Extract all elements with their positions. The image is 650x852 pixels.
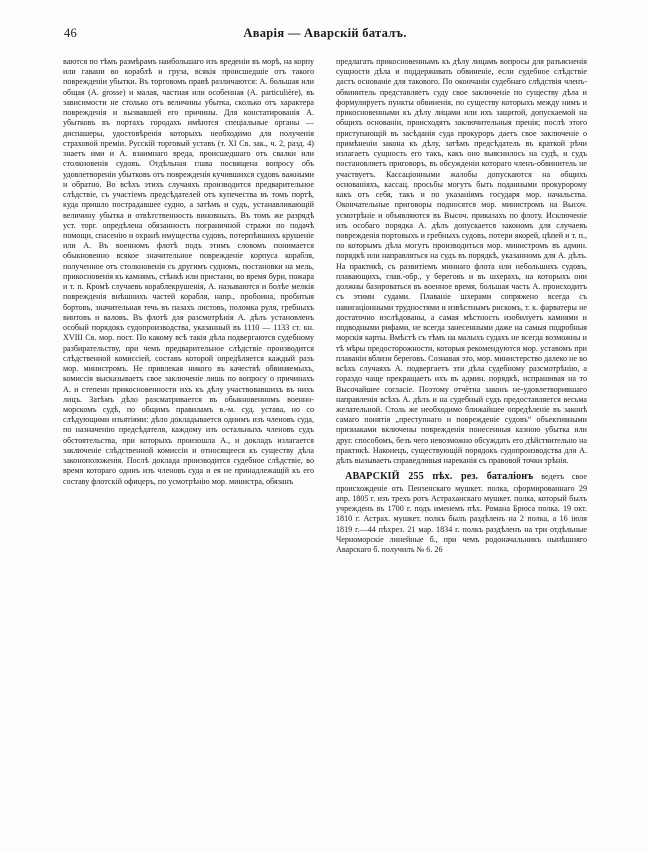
headword-avarskiy: АВАРСКІЙ 255 пѣх. рез. баталіонъ <box>345 470 534 482</box>
entry-body-avarskiy: ведетъ свое происхожденіе отъ Пензенскаго мушкет. полка, сформированнаго 29 апр. 1805 г. изъ трехъ ротъ Астраханскаго мушкет. полка, который былъ учрежденъ въ 1700 г. подъ именемъ пѣх. Романа Брюса полка. 19 окт. 1810 г. Астрах. мушкет. полкъ былъ раздѣленъ на 2 полка, а 16 іюля 1819 г.—44 пѣхрез. 21 мар. 1834 г. полкъ раздѣленъ на три отдѣльные Черноморскіе линейные б., при чемъ родоначальникъ нынѣшняго Аварскаго б. получилъ № 6. 26 <box>336 471 587 555</box>
text-columns <box>63 57 587 817</box>
paragraph-avaria-continued: ваются по тѣмъ размѣрамъ наибольшаго изъ вреденіи въ морѣ, на корпу или гавани во кораблѣ и груза, всякія происшедшіе отъ такого поврежденіи убытки. Въ торговомъ правѣ различаются: А. большая или общая (A. grosse) и малая, частная или особенная (А. particulière), въ зависимости не столько отъ величины убытка, сколько отъ характера поврежденія и вызвавшей его причины. Для констатированія А. убытковъ въ портахъ городахъ имѣются спеціальные органы — диспашеры, удостовѣренія которыхъ необходимо для полученія страховой преміи. Русскій торговый уставъ (т. XI Св. зак., ч. 2, разд. 4) знаетъ ими и А. взаимнаго вреда, происшедшаго отъ свалки или столкновенія судовъ. Отдѣльная глава посвящена вопросу объ удовлетвореніи убытковъ отъ поврежденія кучившихся судовъ важными и обратно. Во всѣхъ этихъ случаяхъ производится предварительное слѣдствіе, съ участіемъ предсѣдателей отъ купечества въ томъ портѣ, куда пришло пострадавшее судно, а затѣмъ и судъ, устанавливающій величину убытка и отвѣтственность виновныхъ. Въ томъ же разрядѣ уст. торг. опредѣлена обязанность пограничной стражи по подачѣ помощи, спасенію и охранѣ имущества судовъ, потерпѣвшихъ крушеніе или А. Въ военномъ флотѣ подъ этимъ словомъ понимается обыкновенно всякое значительное поврежденіе корпуса корабля, полученное отъ столкновенія съ другимъ судномъ, постановки на мель, прикосновенія къ камнямъ, стѣнкѣ или пристани, во время бури, пожара и т. п. Кромѣ случаевъ кораблекрушенія, А. называются и болѣе мелкія поврежденія внѣшнихъ частей корабля, напр., пробоина, пробитыя бортовъ, значительная течь въ пазахъ листовъ, поломка руля, гребныхъ винтовъ и валовъ. Въ флотѣ для разсмотрѣнія А. дѣлъ установленъ особый порядокъ судопроизводства, указанный въ 1110 — 1133 ст. кн. XVIII Св. мор. пост. По какому всѣ такія дѣла подвергаются судебному разбирательству, при чемъ предварительное слѣдствіе производится слѣдственной комиссіей, составъ которой опредѣляется каждый разъ мор. министромъ. Не привлекая никого въ качествѣ обвиняемыхъ, комиссія высказываетъ свое заключеніе лишь по вопросу о причинахъ А. и степени прикосновенности ихъ къ дѣлу участвовавшихъ въ нихъ лицъ. Затѣмъ дѣло разсматривается въ обыкновенномъ военно-морскомъ судѣ, по общимъ правиламъ в.-м. суд. устава, но со слѣдующими изъятіями: дѣло докладывается однимъ изъ членовъ суда, по назначенію предсѣдателя, каждому изъ остальныхъ членовъ судъ обстоятельства, при которыхъ произошла А., и докладъ излагается заключеніе слѣдственной комиссіи и относящееся къ существу дѣла законоположенія. Послѣ доклада производится судебное слѣдствіе, во время котораго одинъ изъ членовъ суда и ея не принадлежащій къ его составу флотскій офицеръ, по усмотрѣнію мор. министра, обязанъ <box>63 57 314 486</box>
entry-avarskiy-batalion <box>336 471 587 556</box>
left-column <box>63 57 314 817</box>
paragraph-avaria-continued-right: предлагать прикосновеннымъ къ дѣлу лицамъ вопросы для разъясненія сущности дѣла и поддерживать обвиненіе, если судебное слѣдствіе дастъ основаніе для такового. По окончаніи судебнаго слѣдствія членъ-обвинитель представляетъ суду свое заключеніе по существу дѣла и формулируетъ пункты обвиненія, по существу которыхъ между нимъ и прикосновенными къ дѣлу лицами или ихъ защитой, допускаемой на общихъ основаніи, происходятъ заключительныя пренія; послѣ этого приступающій въ засѣданія суда прокуроръ даетъ свое заключеніе о примѣненіи закона къ дѣлу, затѣмъ предсѣдатель въ краткой рѣчи излагаетъ сущность его такъ, какъ оно выяснилось на судѣ, и судъ постановляетъ приговоръ, въ обсужденіи котораго членъ-обвинитель не участвуетъ. Кассаціонными жалобы допускаются на общихъ основаніяхъ, кассац. просьбы могутъ быть поданными прокуророму какъ отъ себя, такъ и по указаніямъ государя мор. начальства. Окончательные приговоры подносятся мор. министромъ на Высоч. усмотрѣніе и объявляются въ Высоч. приказахъ по флоту. Исключеніе изъ особаго порядка А. дѣлъ допускается закономъ для случаевъ поврежденія портовыхъ и гребныхъ судовъ, потери якорей, цѣпей и т. п., по которымъ дѣла могутъ производиться мор. министромъ въ админ. порядкѣ или направляться на судъ въ порядкѣ, указанномъ для А. дѣлъ. На практикѣ, съ развитіемъ миннаго флота или небольшихъ судовъ, плавающихъ, глав.-обр., у береговъ и въ шхерахъ, на которыхъ они должны базироваться въ военное время, большая часть А. происходитъ съ этими судами. Плаваніе шхерами сопряжено всегда съ навигаціонными трудностями и извѣстнымъ рискомъ, т. к. фарватеры не достаточно изслѣдованы, а самая мѣстность изобилуетъ камнями и подводными рифами, не всегда занесенными даже на самыя подробныя морскія карты. Вмѣстѣ съ тѣмъ на малыхъ судахъ не всегда возможны и тѣ мѣры предосторожности, которыя рекомендуются мор. уставомъ при плаваніи вблизи береговъ. Сознавая это, мор. министерство далеко не во всѣхъ случаяхъ А. подвергаетъ эти дѣла судебному разсмотрѣнію, а гораздо чаще прекращаетъ ихъ въ админ. порядкѣ, испрашивая на то Высочайшее согласіе. Поэтому отчётна законъ не-удовлетворившаго направленія всѣхъ А. дѣлъ и на судебный судъ предоставляется весьма желательной. Столь же необходимо ближайшее опредѣленіе въ законѣ самаго понятія „преступнаго и поврежденіе судовъ“ объективными признаками включены поврежденія понесенныя казною убытка или друг. способомъ, безъ чего невозможно обсуждать его дѣйствительно на практикѣ. Наконецъ, существующій порядокъ судопроизводства для А. дѣлъ вызываетъ справедливыя нареканія съ правовой точки зрѣнія. <box>336 57 587 466</box>
page-header <box>0 26 650 44</box>
running-title: Аварія — Аварскій баталъ. <box>243 26 407 40</box>
page-number: 46 <box>64 26 77 40</box>
right-column <box>336 57 587 817</box>
